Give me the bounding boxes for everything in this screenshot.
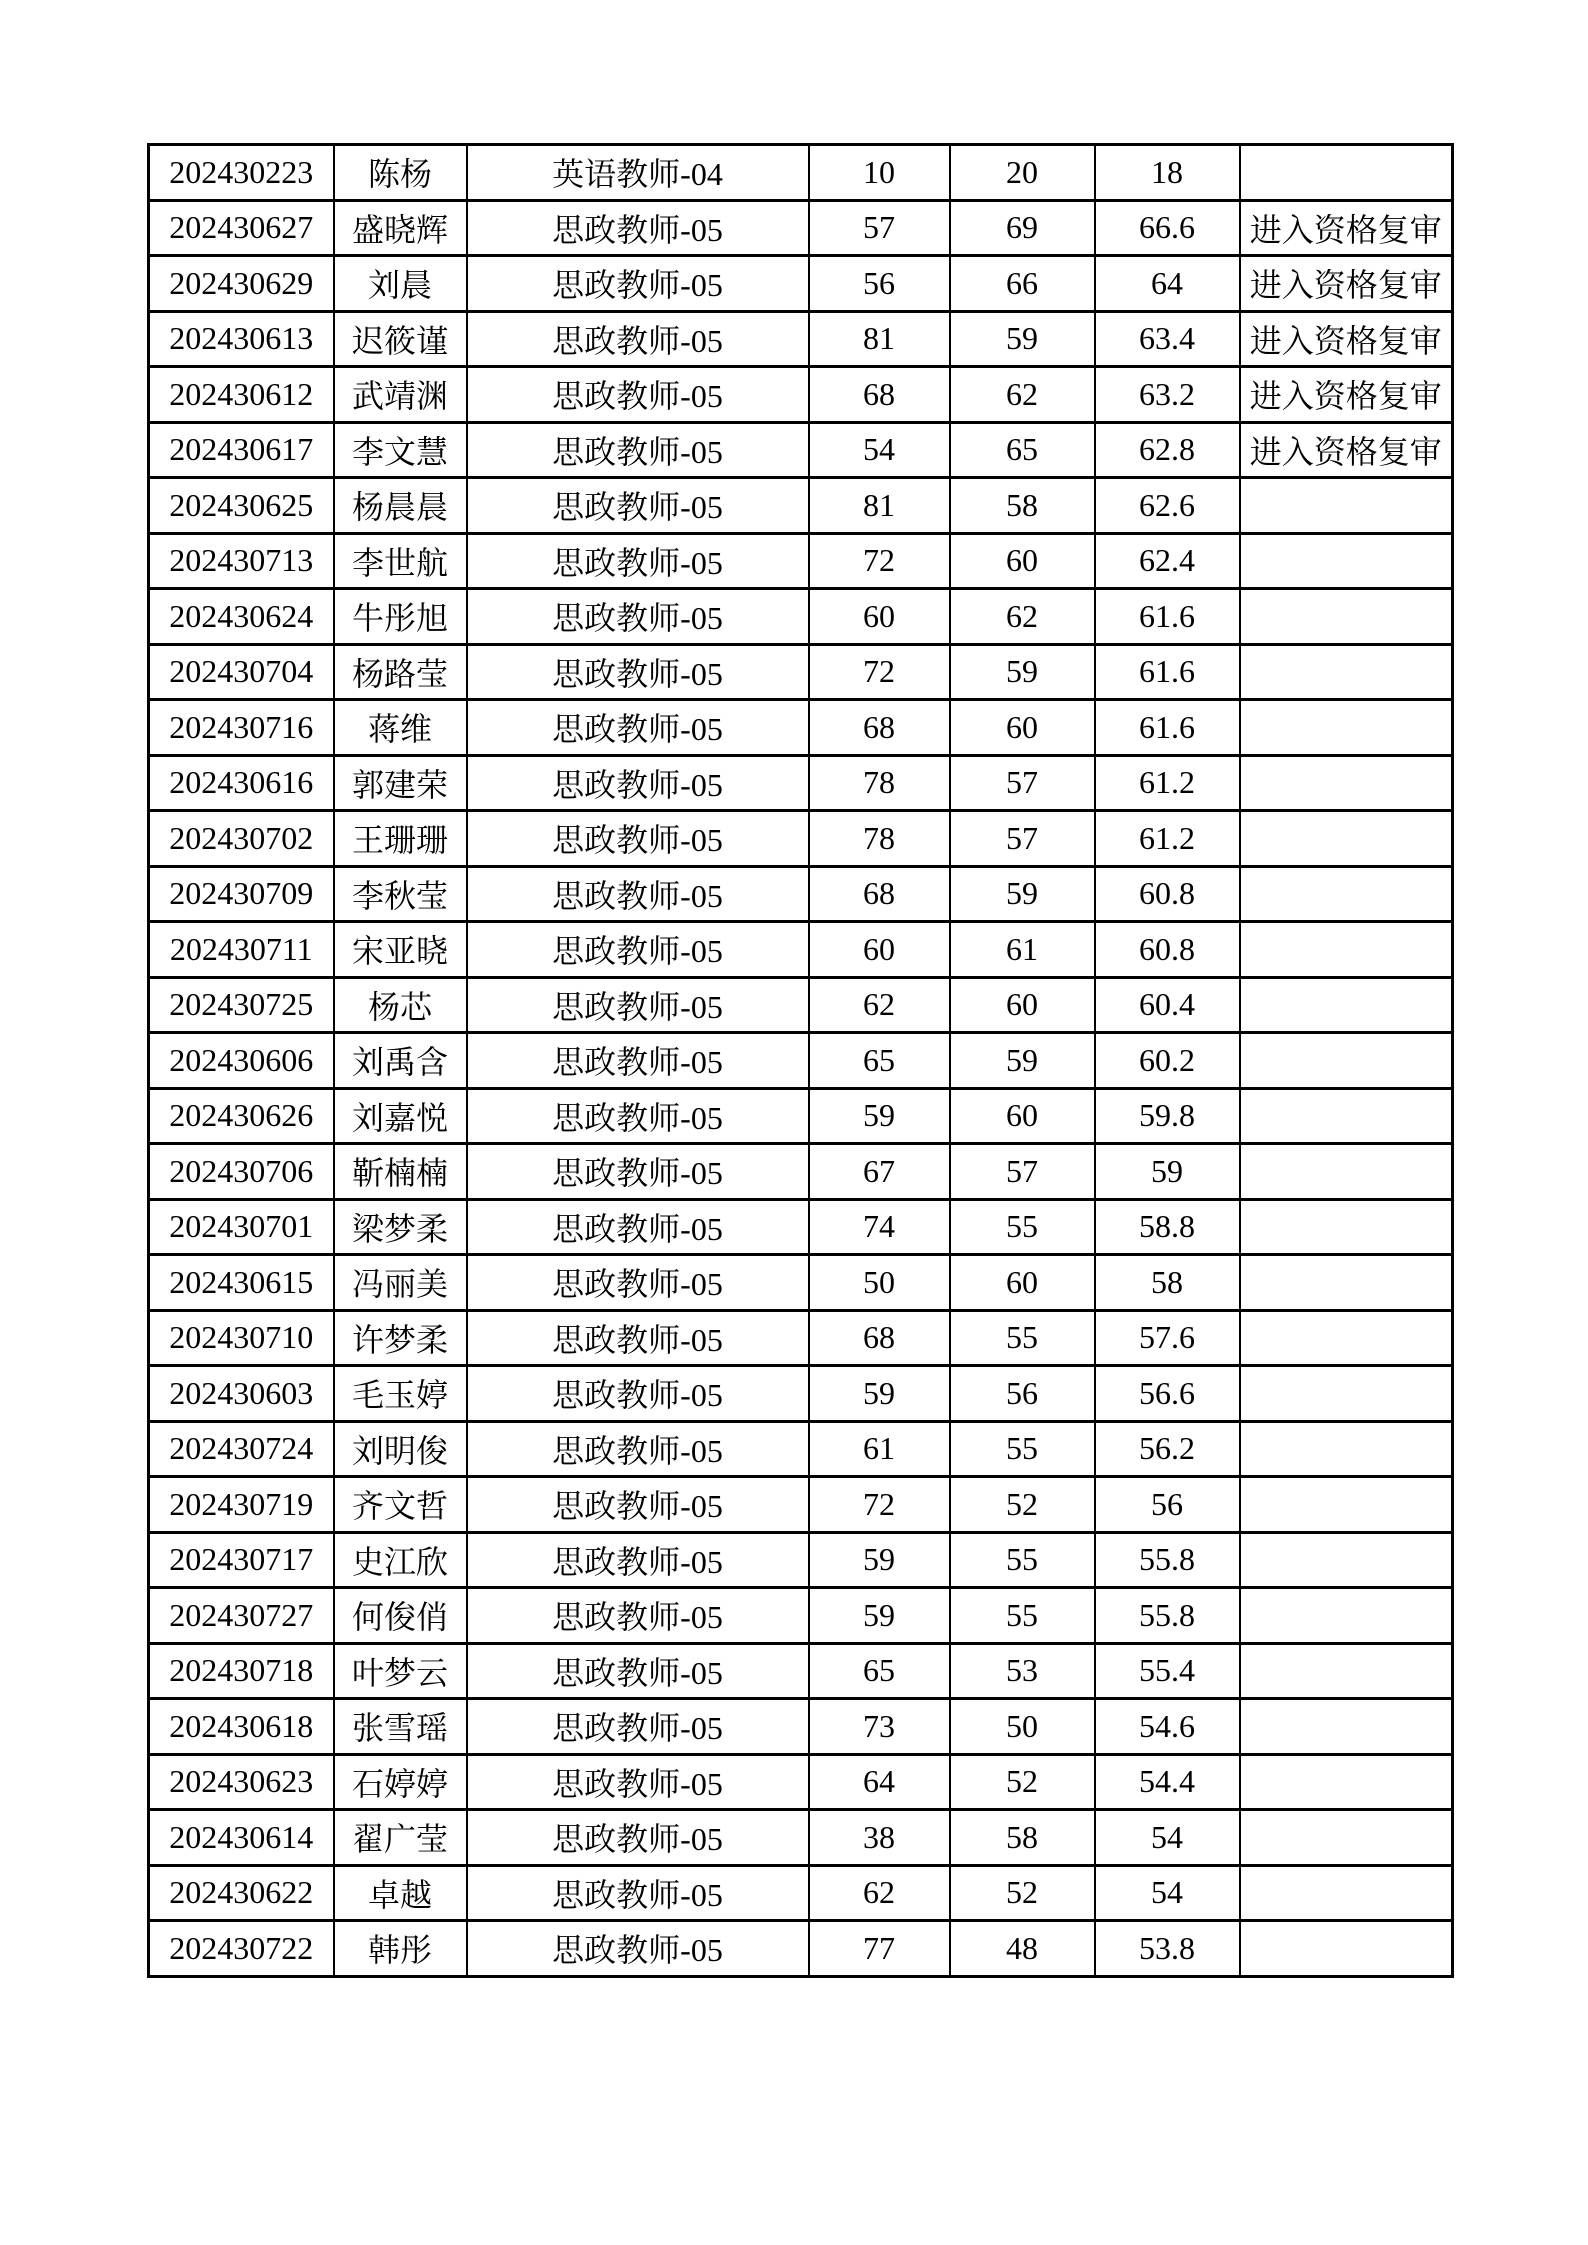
cell-total-score: 62.4 <box>1095 533 1240 589</box>
cell-total-score: 54.6 <box>1095 1699 1240 1755</box>
cell-position: 英语教师-04 <box>467 145 809 201</box>
cell-total-score: 63.4 <box>1095 311 1240 367</box>
cell-total-score: 62.8 <box>1095 422 1240 478</box>
cell-status <box>1240 1477 1453 1533</box>
cell-status <box>1240 1865 1453 1921</box>
cell-interview-score: 58 <box>950 478 1095 534</box>
table-row <box>149 1699 1453 1755</box>
table-row <box>149 755 1453 811</box>
table-row <box>149 589 1453 645</box>
cell-written-score: 59 <box>809 1088 950 1144</box>
cell-id: 202430625 <box>149 478 334 534</box>
table-row <box>149 145 1453 201</box>
cell-status <box>1240 1810 1453 1866</box>
cell-status <box>1240 1643 1453 1699</box>
cell-name: 杨晨晨 <box>334 478 467 534</box>
cell-position: 思政教师-05 <box>467 1199 809 1255</box>
cell-interview-score: 57 <box>950 755 1095 811</box>
cell-written-score: 65 <box>809 1643 950 1699</box>
cell-total-score: 56 <box>1095 1477 1240 1533</box>
cell-total-score: 56.6 <box>1095 1366 1240 1422</box>
cell-total-score: 61.2 <box>1095 811 1240 867</box>
cell-id: 202430727 <box>149 1588 334 1644</box>
cell-total-score: 57.6 <box>1095 1310 1240 1366</box>
cell-interview-score: 62 <box>950 589 1095 645</box>
cell-status <box>1240 1754 1453 1810</box>
cell-total-score: 61.6 <box>1095 700 1240 756</box>
cell-total-score: 54.4 <box>1095 1754 1240 1810</box>
cell-written-score: 78 <box>809 811 950 867</box>
table-row <box>149 1199 1453 1255</box>
cell-id: 202430702 <box>149 811 334 867</box>
cell-written-score: 72 <box>809 644 950 700</box>
cell-interview-score: 59 <box>950 311 1095 367</box>
table-row <box>149 1477 1453 1533</box>
cell-total-score: 61.2 <box>1095 755 1240 811</box>
cell-position: 思政教师-05 <box>467 1532 809 1588</box>
cell-interview-score: 48 <box>950 1921 1095 1977</box>
cell-position: 思政教师-05 <box>467 422 809 478</box>
cell-written-score: 68 <box>809 700 950 756</box>
cell-id: 202430223 <box>149 145 334 201</box>
cell-name: 靳楠楠 <box>334 1144 467 1200</box>
cell-interview-score: 56 <box>950 1366 1095 1422</box>
cell-total-score: 58 <box>1095 1255 1240 1311</box>
cell-id: 202430724 <box>149 1421 334 1477</box>
cell-written-score: 59 <box>809 1366 950 1422</box>
cell-written-score: 65 <box>809 1033 950 1089</box>
cell-total-score: 56.2 <box>1095 1421 1240 1477</box>
cell-name: 齐文哲 <box>334 1477 467 1533</box>
table-row <box>149 1754 1453 1810</box>
cell-id: 202430612 <box>149 367 334 423</box>
cell-position: 思政教师-05 <box>467 1310 809 1366</box>
cell-written-score: 68 <box>809 367 950 423</box>
cell-position: 思政教师-05 <box>467 533 809 589</box>
cell-name: 李世航 <box>334 533 467 589</box>
table-row <box>149 1532 1453 1588</box>
cell-id: 202430704 <box>149 644 334 700</box>
cell-total-score: 60.8 <box>1095 866 1240 922</box>
cell-status <box>1240 1699 1453 1755</box>
cell-position: 思政教师-05 <box>467 755 809 811</box>
cell-written-score: 81 <box>809 478 950 534</box>
cell-position: 思政教师-05 <box>467 256 809 312</box>
cell-total-score: 61.6 <box>1095 644 1240 700</box>
cell-total-score: 60.4 <box>1095 977 1240 1033</box>
cell-written-score: 54 <box>809 422 950 478</box>
cell-total-score: 60.2 <box>1095 1033 1240 1089</box>
cell-written-score: 59 <box>809 1588 950 1644</box>
table-row <box>149 311 1453 367</box>
table-row <box>149 478 1453 534</box>
cell-position: 思政教师-05 <box>467 1477 809 1533</box>
cell-written-score: 68 <box>809 1310 950 1366</box>
cell-interview-score: 65 <box>950 422 1095 478</box>
cell-written-score: 67 <box>809 1144 950 1200</box>
cell-name: 何俊俏 <box>334 1588 467 1644</box>
cell-name: 叶梦云 <box>334 1643 467 1699</box>
cell-name: 冯丽美 <box>334 1255 467 1311</box>
cell-id: 202430606 <box>149 1033 334 1089</box>
table-row <box>149 1865 1453 1921</box>
cell-interview-score: 58 <box>950 1810 1095 1866</box>
cell-interview-score: 53 <box>950 1643 1095 1699</box>
cell-name: 牛彤旭 <box>334 589 467 645</box>
cell-total-score: 54 <box>1095 1810 1240 1866</box>
cell-status <box>1240 1199 1453 1255</box>
cell-interview-score: 62 <box>950 367 1095 423</box>
cell-written-score: 72 <box>809 533 950 589</box>
table-row <box>149 1255 1453 1311</box>
cell-name: 韩彤 <box>334 1921 467 1977</box>
cell-name: 卓越 <box>334 1865 467 1921</box>
cell-id: 202430614 <box>149 1810 334 1866</box>
cell-position: 思政教师-05 <box>467 1421 809 1477</box>
cell-written-score: 61 <box>809 1421 950 1477</box>
cell-status <box>1240 1088 1453 1144</box>
table-row <box>149 922 1453 978</box>
table-row <box>149 533 1453 589</box>
table-row <box>149 811 1453 867</box>
cell-interview-score: 20 <box>950 145 1095 201</box>
cell-position: 思政教师-05 <box>467 644 809 700</box>
cell-interview-score: 66 <box>950 256 1095 312</box>
cell-written-score: 56 <box>809 256 950 312</box>
cell-interview-score: 61 <box>950 922 1095 978</box>
cell-total-score: 55.8 <box>1095 1588 1240 1644</box>
table-row <box>149 1088 1453 1144</box>
cell-status <box>1240 478 1453 534</box>
cell-id: 202430626 <box>149 1088 334 1144</box>
cell-id: 202430717 <box>149 1532 334 1588</box>
cell-status <box>1240 1921 1453 1977</box>
cell-id: 202430709 <box>149 866 334 922</box>
cell-id: 202430701 <box>149 1199 334 1255</box>
cell-name: 刘禹含 <box>334 1033 467 1089</box>
cell-written-score: 73 <box>809 1699 950 1755</box>
cell-interview-score: 55 <box>950 1588 1095 1644</box>
cell-id: 202430706 <box>149 1144 334 1200</box>
cell-name: 张雪瑶 <box>334 1699 467 1755</box>
table-row <box>149 1144 1453 1200</box>
cell-total-score: 54 <box>1095 1865 1240 1921</box>
cell-position: 思政教师-05 <box>467 200 809 256</box>
table-row <box>149 200 1453 256</box>
cell-interview-score: 50 <box>950 1699 1095 1755</box>
table-row <box>149 1033 1453 1089</box>
cell-status <box>1240 589 1453 645</box>
cell-position: 思政教师-05 <box>467 478 809 534</box>
cell-position: 思政教师-05 <box>467 977 809 1033</box>
cell-position: 思政教师-05 <box>467 1088 809 1144</box>
cell-written-score: 50 <box>809 1255 950 1311</box>
cell-name: 刘嘉悦 <box>334 1088 467 1144</box>
cell-position: 思政教师-05 <box>467 1588 809 1644</box>
cell-total-score: 63.2 <box>1095 367 1240 423</box>
cell-name: 史江欣 <box>334 1532 467 1588</box>
cell-id: 202430719 <box>149 1477 334 1533</box>
cell-id: 202430713 <box>149 533 334 589</box>
cell-id: 202430711 <box>149 922 334 978</box>
cell-status: 进入资格复审 <box>1240 256 1453 312</box>
cell-interview-score: 55 <box>950 1421 1095 1477</box>
cell-total-score: 64 <box>1095 256 1240 312</box>
cell-id: 202430716 <box>149 700 334 756</box>
cell-id: 202430617 <box>149 422 334 478</box>
cell-written-score: 72 <box>809 1477 950 1533</box>
cell-total-score: 61.6 <box>1095 589 1240 645</box>
cell-written-score: 68 <box>809 866 950 922</box>
table-row <box>149 1310 1453 1366</box>
cell-id: 202430615 <box>149 1255 334 1311</box>
table-row <box>149 977 1453 1033</box>
cell-position: 思政教师-05 <box>467 700 809 756</box>
cell-status <box>1240 1532 1453 1588</box>
cell-status <box>1240 866 1453 922</box>
cell-id: 202430624 <box>149 589 334 645</box>
cell-status <box>1240 811 1453 867</box>
cell-interview-score: 59 <box>950 866 1095 922</box>
cell-written-score: 62 <box>809 1865 950 1921</box>
table-row <box>149 1421 1453 1477</box>
cell-status <box>1240 977 1453 1033</box>
cell-status <box>1240 922 1453 978</box>
cell-name: 李秋莹 <box>334 866 467 922</box>
cell-status <box>1240 1144 1453 1200</box>
cell-interview-score: 57 <box>950 1144 1095 1200</box>
cell-position: 思政教师-05 <box>467 1033 809 1089</box>
cell-status <box>1240 1255 1453 1311</box>
cell-position: 思政教师-05 <box>467 589 809 645</box>
cell-total-score: 58.8 <box>1095 1199 1240 1255</box>
cell-position: 思政教师-05 <box>467 1255 809 1311</box>
cell-name: 蒋维 <box>334 700 467 756</box>
cell-interview-score: 69 <box>950 200 1095 256</box>
cell-position: 思政教师-05 <box>467 811 809 867</box>
cell-id: 202430629 <box>149 256 334 312</box>
exam-results-table-body <box>149 145 1453 1977</box>
cell-id: 202430616 <box>149 755 334 811</box>
cell-interview-score: 55 <box>950 1199 1095 1255</box>
cell-total-score: 60.8 <box>1095 922 1240 978</box>
cell-name: 盛晓辉 <box>334 200 467 256</box>
cell-total-score: 59.8 <box>1095 1088 1240 1144</box>
cell-name: 宋亚晓 <box>334 922 467 978</box>
cell-status <box>1240 1310 1453 1366</box>
table-row <box>149 1366 1453 1422</box>
cell-id: 202430603 <box>149 1366 334 1422</box>
cell-position: 思政教师-05 <box>467 311 809 367</box>
cell-total-score: 62.6 <box>1095 478 1240 534</box>
cell-id: 202430718 <box>149 1643 334 1699</box>
cell-status <box>1240 1421 1453 1477</box>
cell-name: 梁梦柔 <box>334 1199 467 1255</box>
cell-status <box>1240 1366 1453 1422</box>
cell-name: 武靖渊 <box>334 367 467 423</box>
cell-id: 202430725 <box>149 977 334 1033</box>
cell-interview-score: 57 <box>950 811 1095 867</box>
cell-total-score: 53.8 <box>1095 1921 1240 1977</box>
cell-interview-score: 60 <box>950 1255 1095 1311</box>
cell-name: 石婷婷 <box>334 1754 467 1810</box>
cell-position: 思政教师-05 <box>467 922 809 978</box>
cell-name: 陈杨 <box>334 145 467 201</box>
cell-position: 思政教师-05 <box>467 1921 809 1977</box>
cell-id: 202430613 <box>149 311 334 367</box>
cell-position: 思政教师-05 <box>467 1699 809 1755</box>
cell-status <box>1240 533 1453 589</box>
table-row <box>149 422 1453 478</box>
cell-status <box>1240 644 1453 700</box>
cell-id: 202430623 <box>149 1754 334 1810</box>
table-row <box>149 700 1453 756</box>
cell-position: 思政教师-05 <box>467 367 809 423</box>
cell-name: 翟广莹 <box>334 1810 467 1866</box>
cell-interview-score: 60 <box>950 700 1095 756</box>
cell-interview-score: 55 <box>950 1310 1095 1366</box>
cell-status <box>1240 755 1453 811</box>
cell-interview-score: 60 <box>950 1088 1095 1144</box>
cell-name: 许梦柔 <box>334 1310 467 1366</box>
cell-name: 王珊珊 <box>334 811 467 867</box>
table-row <box>149 256 1453 312</box>
cell-position: 思政教师-05 <box>467 1643 809 1699</box>
cell-status <box>1240 700 1453 756</box>
cell-written-score: 59 <box>809 1532 950 1588</box>
table-row <box>149 367 1453 423</box>
cell-position: 思政教师-05 <box>467 1810 809 1866</box>
table-row <box>149 1921 1453 1977</box>
cell-position: 思政教师-05 <box>467 1366 809 1422</box>
cell-written-score: 74 <box>809 1199 950 1255</box>
cell-interview-score: 60 <box>950 533 1095 589</box>
cell-position: 思政教师-05 <box>467 1865 809 1921</box>
cell-written-score: 81 <box>809 311 950 367</box>
cell-interview-score: 55 <box>950 1532 1095 1588</box>
cell-status <box>1240 1588 1453 1644</box>
cell-status <box>1240 145 1453 201</box>
table-row <box>149 1643 1453 1699</box>
cell-name: 杨路莹 <box>334 644 467 700</box>
cell-written-score: 57 <box>809 200 950 256</box>
cell-id: 202430722 <box>149 1921 334 1977</box>
cell-name: 毛玉婷 <box>334 1366 467 1422</box>
cell-name: 迟筱谨 <box>334 311 467 367</box>
cell-written-score: 60 <box>809 589 950 645</box>
cell-interview-score: 59 <box>950 644 1095 700</box>
exam-results-table <box>147 143 1454 1978</box>
table-row <box>149 866 1453 922</box>
cell-interview-score: 52 <box>950 1477 1095 1533</box>
cell-id: 202430627 <box>149 200 334 256</box>
cell-interview-score: 59 <box>950 1033 1095 1089</box>
cell-written-score: 38 <box>809 1810 950 1866</box>
cell-total-score: 59 <box>1095 1144 1240 1200</box>
table-row <box>149 1588 1453 1644</box>
cell-written-score: 62 <box>809 977 950 1033</box>
cell-written-score: 64 <box>809 1754 950 1810</box>
cell-id: 202430710 <box>149 1310 334 1366</box>
cell-id: 202430618 <box>149 1699 334 1755</box>
cell-name: 杨芯 <box>334 977 467 1033</box>
cell-status: 进入资格复审 <box>1240 422 1453 478</box>
cell-written-score: 60 <box>809 922 950 978</box>
cell-position: 思政教师-05 <box>467 1144 809 1200</box>
cell-status <box>1240 1033 1453 1089</box>
cell-name: 郭建荣 <box>334 755 467 811</box>
cell-written-score: 77 <box>809 1921 950 1977</box>
cell-written-score: 10 <box>809 145 950 201</box>
cell-position: 思政教师-05 <box>467 1754 809 1810</box>
cell-name: 李文慧 <box>334 422 467 478</box>
cell-status: 进入资格复审 <box>1240 200 1453 256</box>
cell-total-score: 66.6 <box>1095 200 1240 256</box>
cell-id: 202430622 <box>149 1865 334 1921</box>
cell-total-score: 55.4 <box>1095 1643 1240 1699</box>
cell-total-score: 18 <box>1095 145 1240 201</box>
cell-interview-score: 52 <box>950 1865 1095 1921</box>
cell-interview-score: 52 <box>950 1754 1095 1810</box>
cell-position: 思政教师-05 <box>467 866 809 922</box>
cell-status: 进入资格复审 <box>1240 367 1453 423</box>
table-row <box>149 1810 1453 1866</box>
cell-name: 刘晨 <box>334 256 467 312</box>
cell-written-score: 78 <box>809 755 950 811</box>
cell-status: 进入资格复审 <box>1240 311 1453 367</box>
table-row <box>149 644 1453 700</box>
cell-name: 刘明俊 <box>334 1421 467 1477</box>
cell-interview-score: 60 <box>950 977 1095 1033</box>
cell-total-score: 55.8 <box>1095 1532 1240 1588</box>
